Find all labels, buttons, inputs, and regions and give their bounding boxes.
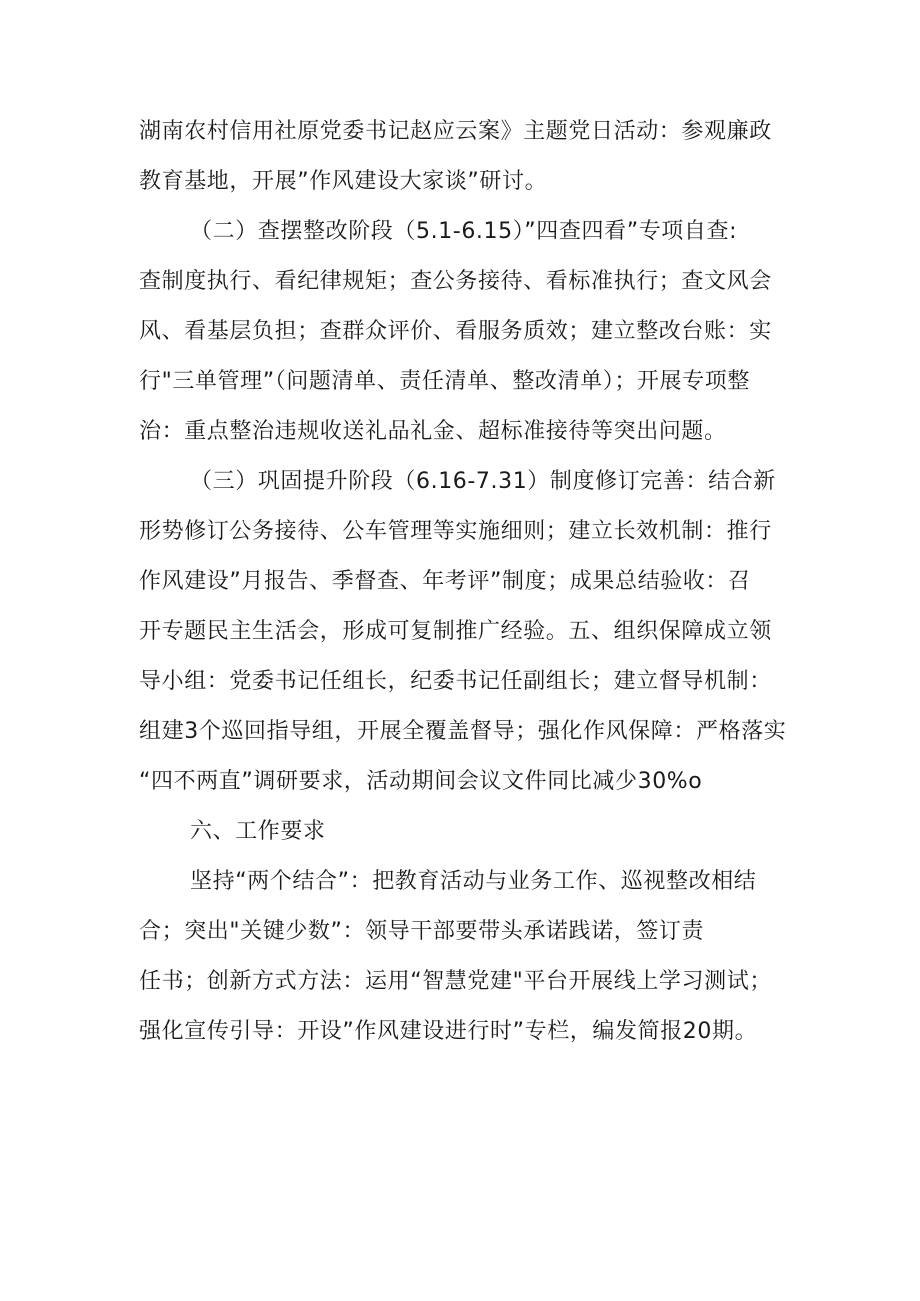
text-line: 查制度执行、看纪律规矩；查公务接待、看标准执行；查文风会 — [139, 269, 772, 294]
text-line: 组建3个巡回指导组，开展全覆盖督导；强化作风保障：严格落实 — [139, 719, 787, 744]
text-line: 强化宣传引导：开设”作风建设进行时”专栏，编发简报20期。 — [139, 1019, 758, 1044]
section-title: 六、工作要求 — [190, 819, 326, 844]
text-line: 形势修订公务接待、公车管理等实施细则；建立长效机制：推行 — [139, 519, 772, 544]
text-line: 坚持“两个结合”：把教育活动与业务工作、巡视整改相结 — [190, 869, 757, 894]
text-line: 任书；创新方式方法：运用“智慧党建"平台开展线上学习测试； — [139, 969, 772, 994]
text-line: 导小组：党委书记任组长，纪委书记任副组长；建立督导机制： — [139, 669, 772, 694]
text-line: 教育基地，开展”作风建设大家谈”研讨。 — [139, 169, 548, 194]
text-line: 治：重点整治违规收送礼品礼金、超标准接待等突出问题。 — [139, 419, 727, 444]
text-line: 开专题民主生活会，形成可复制推广经验。五、组织保障成立领 — [139, 619, 772, 644]
text-line: 风、看基层负担；查群众评价、看服务质效；建立整改台账：实 — [139, 319, 772, 344]
text-line: “四不两直”调研要求，活动期间会议文件同比减少30%o — [139, 769, 703, 794]
section-heading-line: （二）查摆整改阶段（5.1-6.15）”四查四看”专项自查: — [190, 219, 738, 244]
text-line: 湖南农村信用社原党委书记赵应云案》主题党日活动：参观廉政 — [139, 119, 772, 144]
text-line: 作风建设”月报告、季督查、年考评”制度；成果总结验收：召 — [139, 569, 751, 594]
text-line: 合；突出"关键少数”：领导干部要带头承诺践诺，签订责 — [139, 919, 705, 944]
text-line: 行"三单管理”（问题清单、责任清单、整改清单）；开展专项整 — [139, 369, 750, 394]
section-heading-line: （三）巩固提升阶段（6.16-7.31）制度修订完善：结合新 — [190, 469, 776, 494]
